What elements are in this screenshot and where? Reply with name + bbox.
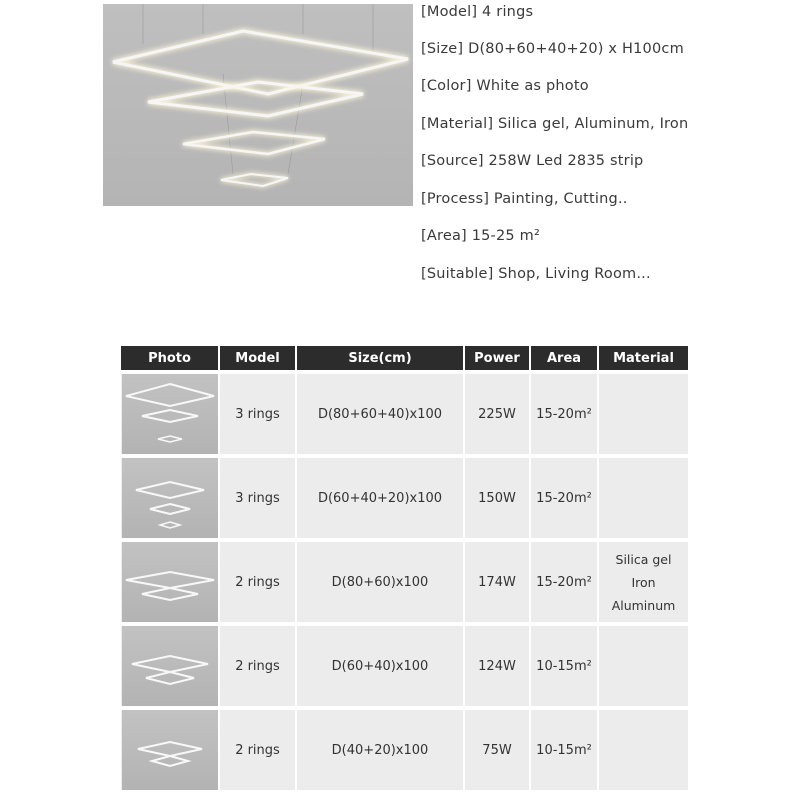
row-photo-cell: [121, 458, 220, 538]
table-body: [121, 374, 688, 790]
row-thumbnail: [122, 374, 218, 454]
material-list: [612, 552, 676, 613]
material-iron: Iron: [631, 574, 656, 590]
product-photo: [103, 4, 413, 206]
spec-process: [Process] Painting, Cutting..: [421, 191, 628, 207]
row-material: [599, 374, 688, 454]
chandelier-illustration: [103, 4, 413, 206]
table-row: [121, 710, 688, 790]
row-material: [599, 710, 688, 790]
row-model: 3 rings: [220, 374, 297, 454]
header-area: Area: [531, 346, 599, 370]
spec-material: [Material] Silica gel, Aluminum, Iron: [421, 116, 689, 132]
row-photo-cell: [121, 626, 220, 706]
header-photo: Photo: [121, 346, 220, 370]
table-row: [121, 458, 688, 538]
row-area: 15-20m²: [531, 542, 599, 622]
header-power: Power: [465, 346, 531, 370]
row-material: [599, 458, 688, 538]
table-row: [121, 374, 688, 454]
row-size: D(60+40+20)x100: [297, 458, 465, 538]
row-model: 3 rings: [220, 458, 297, 538]
row-area: 10-15m²: [531, 710, 599, 790]
header-size: Size(cm): [297, 346, 465, 370]
row-size: D(60+40)x100: [297, 626, 465, 706]
row-material: [599, 542, 688, 622]
row-power: 75W: [465, 710, 531, 790]
header-material: Material: [613, 350, 674, 366]
table-row: [121, 626, 688, 706]
spec-table: [121, 346, 688, 790]
ring-2: [148, 82, 363, 116]
table-row: [121, 542, 688, 622]
ring-3: [183, 132, 325, 154]
row-power: 225W: [465, 374, 531, 454]
spec-source: [Source] 258W Led 2835 strip: [421, 153, 644, 169]
row-thumbnail: [122, 542, 218, 622]
row-thumbnail: [122, 458, 218, 538]
ring-4: [221, 174, 288, 186]
row-model: 2 rings: [220, 542, 297, 622]
spec-suitable: [Suitable] Shop, Living Room...: [421, 266, 651, 282]
spec-area: [Area] 15-25 m²: [421, 228, 540, 244]
row-thumbnail: [122, 626, 218, 706]
row-size: D(80+60)x100: [297, 542, 465, 622]
header-model: Model: [220, 346, 297, 370]
row-model: 2 rings: [220, 626, 297, 706]
row-power: 174W: [465, 542, 531, 622]
spec-model: [Model] 4 rings: [421, 4, 534, 20]
spec-size: [Size] D(80+60+40+20) x H100cm: [421, 41, 684, 57]
row-material: [599, 626, 688, 706]
row-photo-cell: [121, 710, 220, 790]
row-area: 10-15m²: [531, 626, 599, 706]
row-photo-cell: [121, 542, 220, 622]
row-photo-cell: [121, 374, 220, 454]
row-power: 124W: [465, 626, 531, 706]
table-header: [121, 346, 688, 370]
row-area: 15-20m²: [531, 374, 599, 454]
spec-color: [Color] White as photo: [421, 78, 589, 94]
row-size: D(80+60+40)x100: [297, 374, 465, 454]
row-size: D(40+20)x100: [297, 710, 465, 790]
row-power: 150W: [465, 458, 531, 538]
row-area: 15-20m²: [531, 458, 599, 538]
row-model: 2 rings: [220, 710, 297, 790]
material-aluminum: Aluminum: [611, 597, 676, 613]
row-thumbnail: [122, 710, 218, 790]
material-silica-gel: Silica gel: [615, 551, 672, 567]
